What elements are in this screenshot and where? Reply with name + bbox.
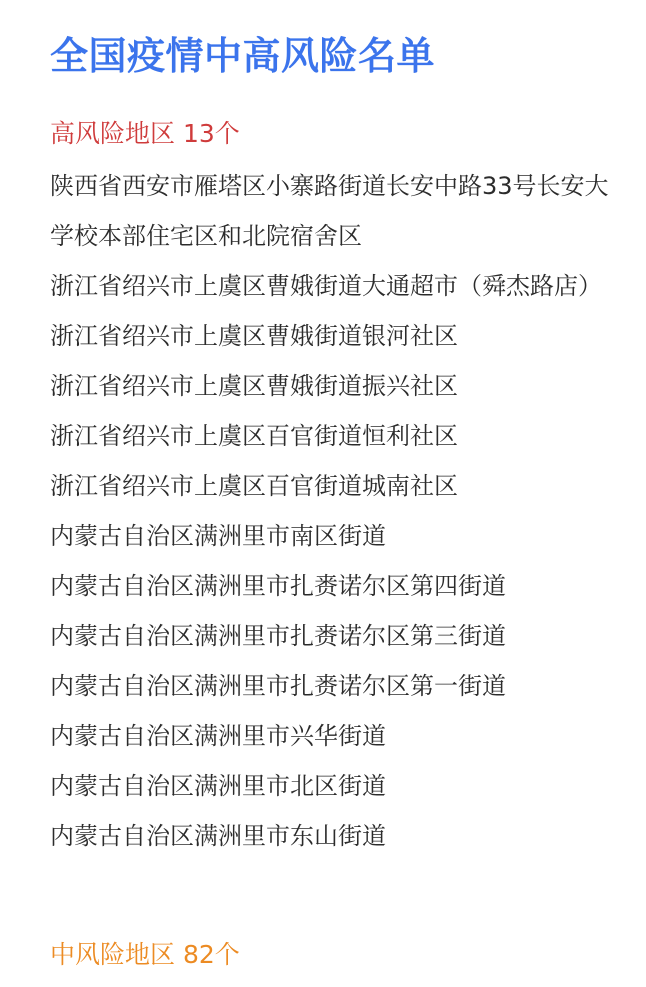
list-item: 内蒙古自治区满洲里市扎赉诺尔区第一街道 [50, 672, 506, 700]
list-item: 内蒙古自治区满洲里市南区街道 [50, 522, 386, 550]
list-item: 浙江省绍兴市上虞区百官街道城南社区 [50, 472, 458, 500]
high-risk-heading: 高风险地区 13个 [50, 119, 240, 148]
list-item: 浙江省绍兴市上虞区曹娥街道振兴社区 [50, 372, 458, 400]
list-item: 内蒙古自治区满洲里市扎赉诺尔区第四街道 [50, 572, 506, 600]
high-risk-list [50, 161, 610, 861]
list-item: 内蒙古自治区满洲里市东山街道 [50, 822, 386, 850]
list-item: 内蒙古自治区满洲里市北区街道 [50, 772, 386, 800]
list-item: 浙江省绍兴市上虞区曹娥街道银河社区 [50, 322, 458, 350]
list-item: 陕西省西安市雁塔区小寨路街道长安中路33号长安大学校本部住宅区和北院宿舍区 [50, 172, 609, 250]
list-item: 内蒙古自治区满洲里市扎赉诺尔区第三街道 [50, 622, 506, 650]
list-item: 浙江省绍兴市上虞区百官街道恒利社区 [50, 422, 458, 450]
list-item: 内蒙古自治区满洲里市兴华街道 [50, 722, 386, 750]
mid-risk-heading: 中风险地区 82个 [50, 940, 240, 969]
list-item: 浙江省绍兴市上虞区曹娥街道大通超市（舜杰路店） [50, 272, 602, 300]
page-title: 全国疫情中高风险名单 [50, 34, 436, 78]
